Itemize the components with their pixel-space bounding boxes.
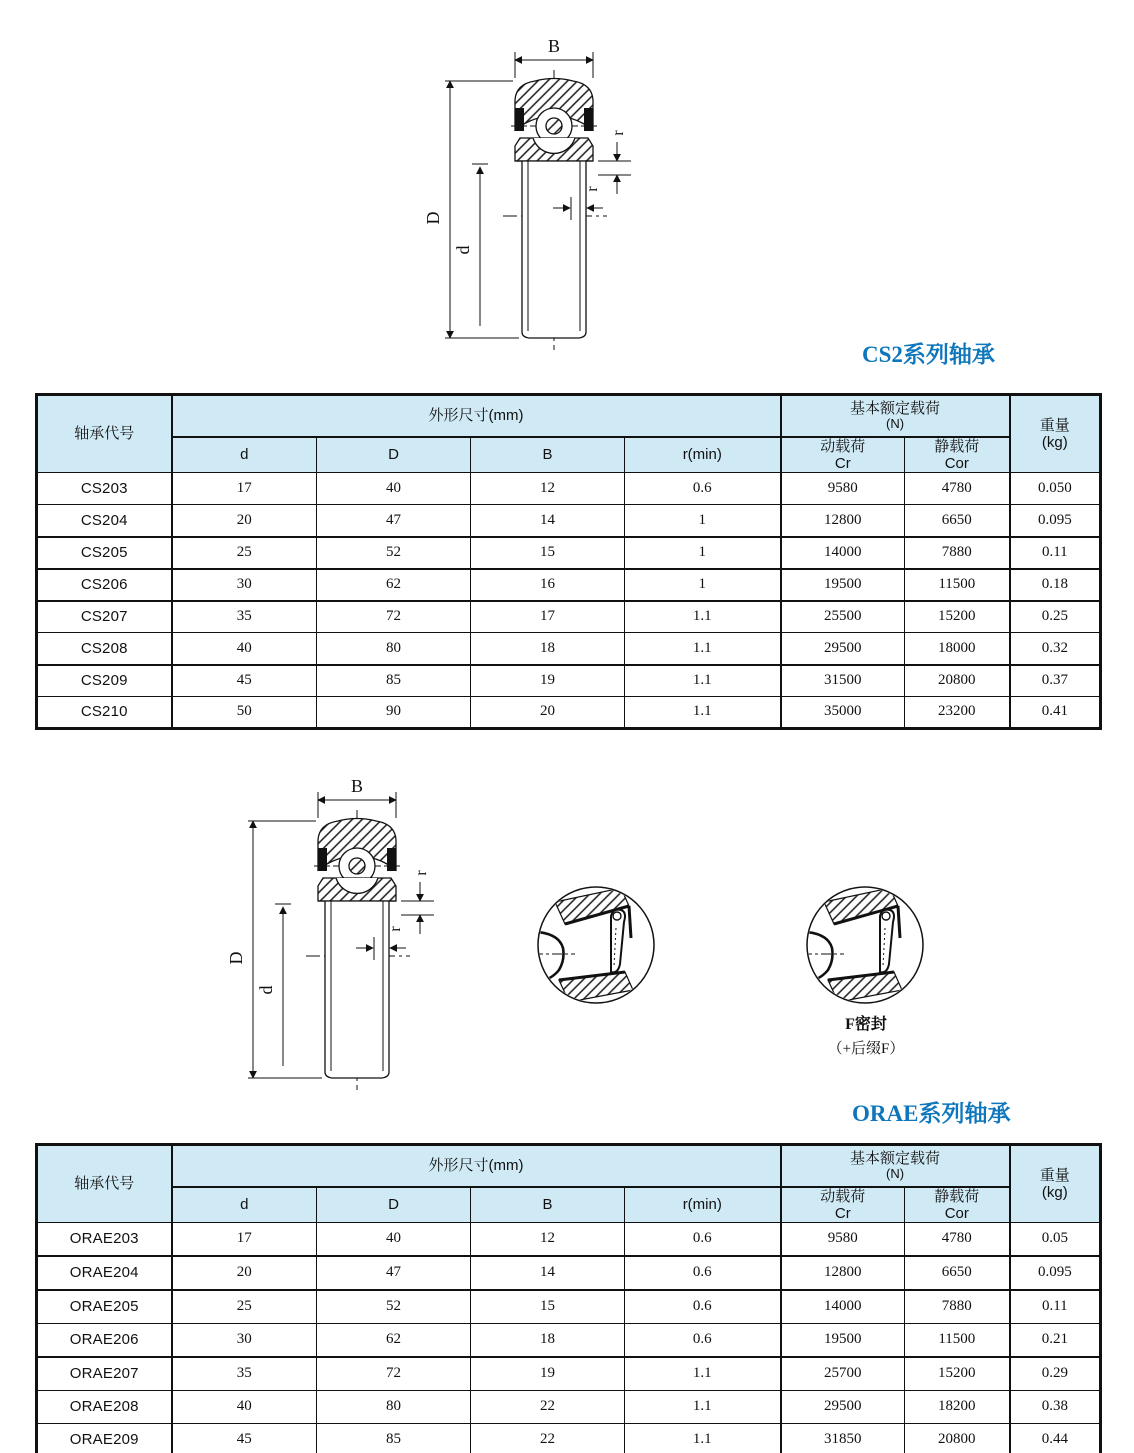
orae-series-title: ORAE系列轴承: [852, 1101, 1011, 1126]
value-cell-rmin: 1.1: [625, 1424, 781, 1453]
th-load-group-line2: (N): [886, 1165, 905, 1181]
value-cell-rmin: 1.1: [625, 697, 781, 729]
th-weight: [1010, 395, 1101, 473]
value-cell-cor: 18000: [905, 633, 1010, 665]
th-load-group: [781, 1145, 1010, 1187]
table-row: [37, 1357, 1101, 1391]
seal-detail-circle-f-seal: [800, 882, 930, 1012]
value-cell-weight: 0.37: [1010, 665, 1101, 697]
bearing-code-cell: CS209: [37, 665, 172, 697]
cs2-bearing-table: [35, 393, 1102, 730]
value-cell-cor: 18200: [905, 1390, 1010, 1424]
value-cell-cr: 12800: [781, 505, 905, 537]
bearing-code-cell: ORAE207: [37, 1357, 172, 1391]
value-cell-B: 18: [471, 633, 625, 665]
value-cell-d: 45: [172, 665, 317, 697]
value-cell-D: 85: [317, 1424, 471, 1453]
table-row: [37, 665, 1101, 697]
table-row: [37, 601, 1101, 633]
th-dimensions-group: 外形尺寸(mm): [172, 1145, 781, 1187]
value-cell-cr: 19500: [781, 569, 905, 601]
value-cell-D: 40: [317, 473, 471, 505]
table-row: [37, 1390, 1101, 1424]
value-cell-d: 30: [172, 569, 317, 601]
value-cell-B: 14: [471, 1256, 625, 1290]
value-cell-rmin: 0.6: [625, 473, 781, 505]
table-row: [37, 633, 1101, 665]
value-cell-cr: 31500: [781, 665, 905, 697]
th-D: D: [317, 1187, 471, 1223]
f-seal-caption-line2: （+后缀F）: [827, 1041, 905, 1057]
value-cell-B: 19: [471, 665, 625, 697]
seal-detail-circle-standard: [531, 882, 661, 1012]
value-cell-cr: 25500: [781, 601, 905, 633]
bearing-code-cell: ORAE209: [37, 1424, 172, 1453]
th-B: B: [471, 437, 625, 473]
th-load-group-line2: (N): [886, 415, 905, 431]
bearing-cross-section-drawing-cs2: [425, 34, 655, 356]
value-cell-cor: 6650: [905, 505, 1010, 537]
orae-table-body: [37, 1223, 1101, 1453]
value-cell-rmin: 0.6: [625, 1223, 781, 1257]
bearing-cross-section-drawing-orae: [228, 774, 458, 1096]
th-cr-line1: 动载荷: [820, 437, 866, 455]
value-cell-d: 35: [172, 1357, 317, 1391]
table-row: [37, 697, 1101, 729]
value-cell-cor: 4780: [905, 1223, 1010, 1257]
th-weight-line1: 重量: [1039, 416, 1070, 434]
table-row: [37, 473, 1101, 505]
value-cell-cr: 14000: [781, 537, 905, 569]
value-cell-cor: 20800: [905, 1424, 1010, 1453]
th-cr: [781, 437, 905, 473]
value-cell-weight: 0.25: [1010, 601, 1101, 633]
value-cell-D: 85: [317, 665, 471, 697]
value-cell-rmin: 1.1: [625, 1390, 781, 1424]
value-cell-weight: 0.18: [1010, 569, 1101, 601]
value-cell-d: 35: [172, 601, 317, 633]
th-rmin: r(min): [625, 1187, 781, 1223]
th-load-group-line1: 基本额定载荷: [850, 399, 941, 417]
value-cell-D: 80: [317, 633, 471, 665]
bearing-code-cell: ORAE204: [37, 1256, 172, 1290]
th-d: d: [172, 437, 317, 473]
value-cell-D: 62: [317, 1323, 471, 1357]
value-cell-cr: 25700: [781, 1357, 905, 1391]
value-cell-weight: 0.05: [1010, 1223, 1101, 1257]
value-cell-weight: 0.38: [1010, 1390, 1101, 1424]
value-cell-cr: 35000: [781, 697, 905, 729]
value-cell-weight: 0.32: [1010, 633, 1101, 665]
value-cell-rmin: 0.6: [625, 1323, 781, 1357]
table-row: [37, 1256, 1101, 1290]
orae-bearing-table: [35, 1143, 1102, 1453]
value-cell-D: 47: [317, 1256, 471, 1290]
th-cr-line1: 动载荷: [820, 1187, 866, 1205]
th-cor: [905, 1187, 1010, 1223]
th-cor-line1: 静载荷: [934, 1187, 980, 1205]
value-cell-D: 80: [317, 1390, 471, 1424]
value-cell-rmin: 1: [625, 569, 781, 601]
bearing-code-cell: CS206: [37, 569, 172, 601]
th-rmin: r(min): [625, 437, 781, 473]
th-B: B: [471, 1187, 625, 1223]
table-row: [37, 537, 1101, 569]
th-cr-line2: Cr: [834, 454, 851, 472]
value-cell-B: 15: [471, 537, 625, 569]
value-cell-cr: 29500: [781, 1390, 905, 1424]
table-row: [37, 1223, 1101, 1257]
table-row: [37, 1424, 1101, 1453]
f-seal-caption: [786, 1011, 946, 1058]
value-cell-B: 17: [471, 601, 625, 633]
value-cell-rmin: 1: [625, 537, 781, 569]
value-cell-B: 22: [471, 1390, 625, 1424]
cs2-series-title: CS2系列轴承: [862, 342, 995, 367]
cs2-table-header: [37, 395, 1101, 473]
value-cell-cor: 15200: [905, 601, 1010, 633]
value-cell-D: 90: [317, 697, 471, 729]
th-cor: [905, 437, 1010, 473]
value-cell-D: 72: [317, 601, 471, 633]
value-cell-D: 62: [317, 569, 471, 601]
value-cell-cor: 23200: [905, 697, 1010, 729]
value-cell-d: 45: [172, 1424, 317, 1453]
th-weight-line2: (kg): [1041, 1184, 1068, 1201]
value-cell-d: 20: [172, 505, 317, 537]
value-cell-d: 20: [172, 1256, 317, 1290]
value-cell-weight: 0.11: [1010, 1290, 1101, 1324]
th-weight: [1010, 1145, 1101, 1223]
value-cell-rmin: 1.1: [625, 1357, 781, 1391]
value-cell-d: 40: [172, 1390, 317, 1424]
th-cor-line1: 静载荷: [934, 437, 980, 455]
bearing-code-cell: CS210: [37, 697, 172, 729]
value-cell-B: 20: [471, 697, 625, 729]
value-cell-weight: 0.095: [1010, 1256, 1101, 1290]
value-cell-d: 25: [172, 1290, 317, 1324]
value-cell-cor: 20800: [905, 665, 1010, 697]
th-bearing-code: 轴承代号: [37, 395, 172, 473]
value-cell-weight: 0.29: [1010, 1357, 1101, 1391]
bearing-code-cell: CS205: [37, 537, 172, 569]
bearing-code-cell: ORAE205: [37, 1290, 172, 1324]
th-dimensions-group: 外形尺寸(mm): [172, 395, 781, 437]
value-cell-d: 17: [172, 1223, 317, 1257]
value-cell-B: 15: [471, 1290, 625, 1324]
value-cell-cr: 31850: [781, 1424, 905, 1453]
value-cell-cor: 15200: [905, 1357, 1010, 1391]
value-cell-cr: 19500: [781, 1323, 905, 1357]
value-cell-B: 12: [471, 1223, 625, 1257]
value-cell-B: 16: [471, 569, 625, 601]
th-d: d: [172, 1187, 317, 1223]
th-weight-line1: 重量: [1039, 1166, 1070, 1184]
value-cell-rmin: 1.1: [625, 633, 781, 665]
value-cell-rmin: 1.1: [625, 601, 781, 633]
th-bearing-code: 轴承代号: [37, 1145, 172, 1223]
th-load-group-line1: 基本额定载荷: [850, 1149, 941, 1167]
bearing-code-cell: ORAE208: [37, 1390, 172, 1424]
value-cell-d: 17: [172, 473, 317, 505]
value-cell-B: 14: [471, 505, 625, 537]
value-cell-B: 19: [471, 1357, 625, 1391]
value-cell-cr: 12800: [781, 1256, 905, 1290]
value-cell-cor: 7880: [905, 537, 1010, 569]
bearing-code-cell: CS207: [37, 601, 172, 633]
th-cr: [781, 1187, 905, 1223]
th-weight-line2: (kg): [1041, 434, 1068, 451]
value-cell-B: 12: [471, 473, 625, 505]
value-cell-weight: 0.41: [1010, 697, 1101, 729]
f-seal-caption-line1: F密封: [845, 1016, 887, 1033]
bearing-code-cell: ORAE206: [37, 1323, 172, 1357]
value-cell-cr: 9580: [781, 1223, 905, 1257]
value-cell-d: 25: [172, 537, 317, 569]
value-cell-weight: 0.11: [1010, 537, 1101, 569]
th-cor-line2: Cor: [944, 1204, 969, 1222]
th-cor-line2: Cor: [944, 454, 969, 472]
th-load-group: [781, 395, 1010, 437]
value-cell-D: 52: [317, 1290, 471, 1324]
value-cell-weight: 0.050: [1010, 473, 1101, 505]
value-cell-cr: 9580: [781, 473, 905, 505]
table-row: [37, 505, 1101, 537]
table-row: [37, 569, 1101, 601]
table-row: [37, 1323, 1101, 1357]
value-cell-rmin: 1: [625, 505, 781, 537]
value-cell-cr: 29500: [781, 633, 905, 665]
table-row: [37, 1290, 1101, 1324]
value-cell-cor: 4780: [905, 473, 1010, 505]
value-cell-D: 72: [317, 1357, 471, 1391]
value-cell-weight: 0.095: [1010, 505, 1101, 537]
orae-table-header: [37, 1145, 1101, 1223]
value-cell-B: 18: [471, 1323, 625, 1357]
value-cell-rmin: 0.6: [625, 1256, 781, 1290]
value-cell-d: 40: [172, 633, 317, 665]
value-cell-cor: 11500: [905, 569, 1010, 601]
cs2-table-body: [37, 473, 1101, 729]
bearing-code-cell: CS203: [37, 473, 172, 505]
value-cell-cor: 6650: [905, 1256, 1010, 1290]
bearing-code-cell: ORAE203: [37, 1223, 172, 1257]
value-cell-B: 22: [471, 1424, 625, 1453]
bearing-code-cell: CS208: [37, 633, 172, 665]
value-cell-cr: 14000: [781, 1290, 905, 1324]
th-D: D: [317, 437, 471, 473]
value-cell-d: 50: [172, 697, 317, 729]
value-cell-D: 52: [317, 537, 471, 569]
bearing-code-cell: CS204: [37, 505, 172, 537]
value-cell-D: 47: [317, 505, 471, 537]
value-cell-cor: 11500: [905, 1323, 1010, 1357]
value-cell-cor: 7880: [905, 1290, 1010, 1324]
value-cell-d: 30: [172, 1323, 317, 1357]
value-cell-rmin: 1.1: [625, 665, 781, 697]
value-cell-weight: 0.21: [1010, 1323, 1101, 1357]
value-cell-rmin: 0.6: [625, 1290, 781, 1324]
value-cell-D: 40: [317, 1223, 471, 1257]
th-cr-line2: Cr: [834, 1204, 851, 1222]
value-cell-weight: 0.44: [1010, 1424, 1101, 1453]
